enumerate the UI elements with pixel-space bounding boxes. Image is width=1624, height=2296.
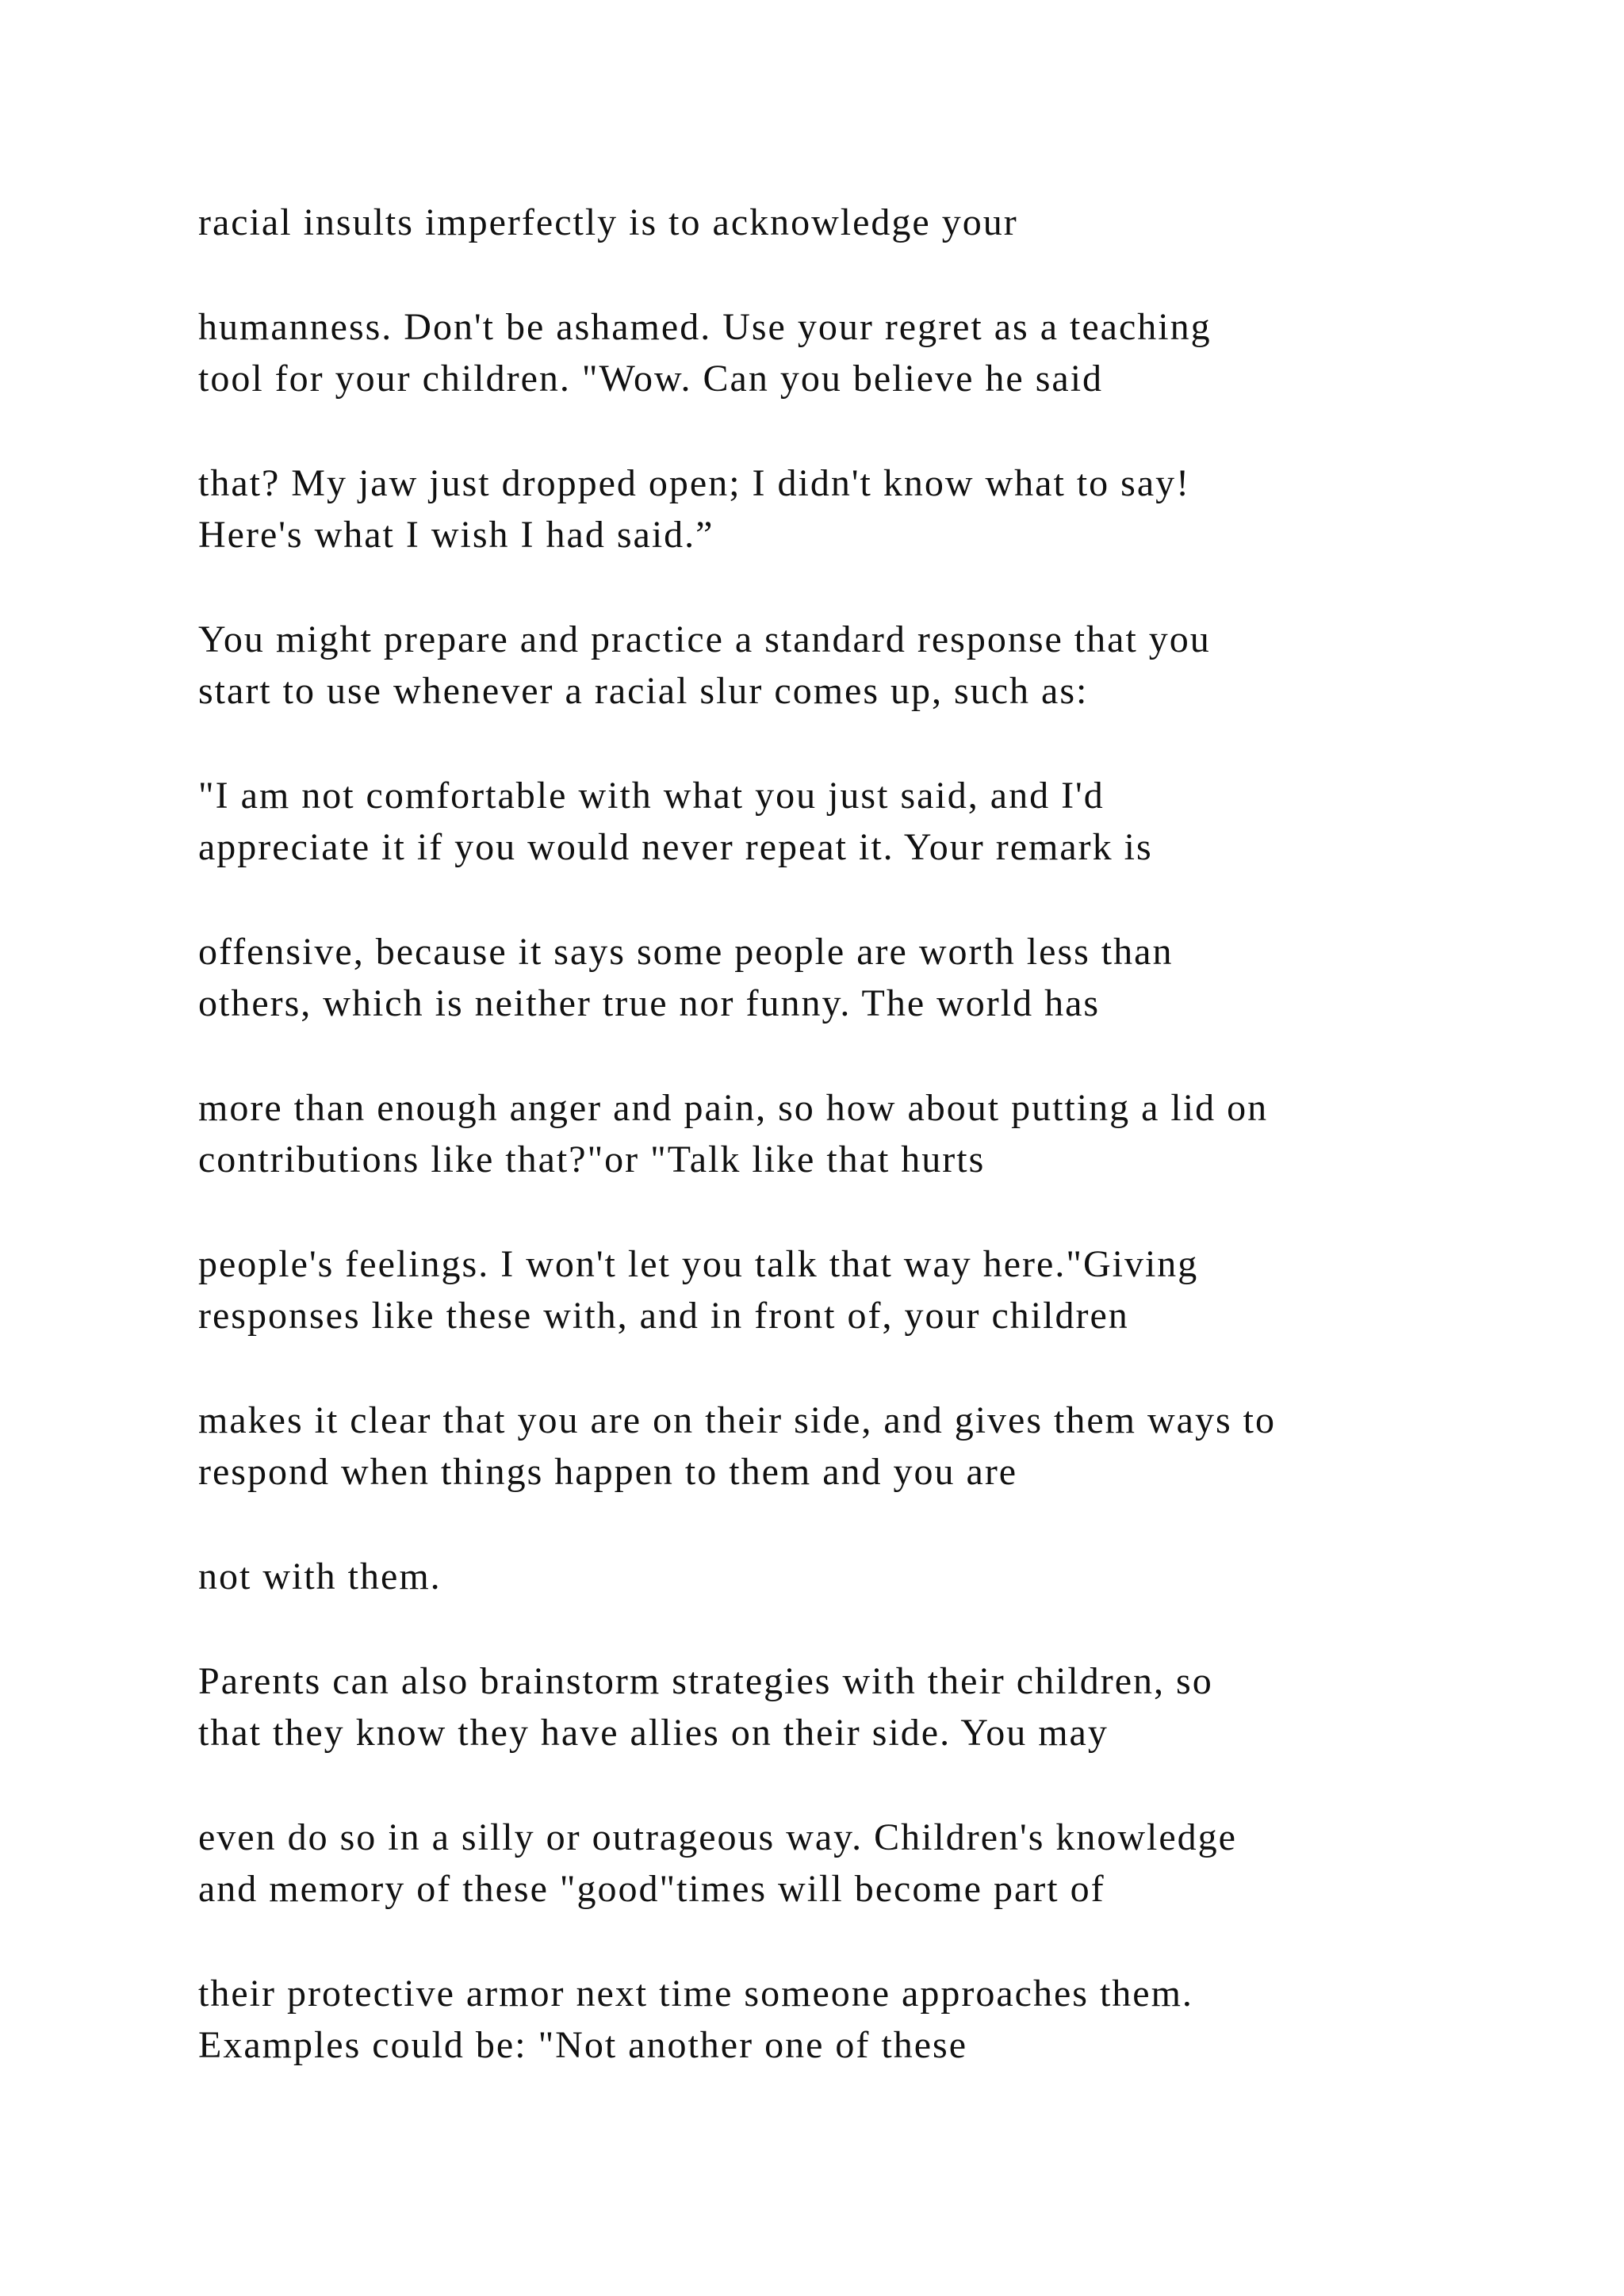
text-line: responses like these with, and in front of, your children xyxy=(198,1295,1129,1337)
text-line: racial insults imperfectly is to acknowledge your xyxy=(198,201,1018,243)
text-line: makes it clear that you are on their side, and gives them ways to xyxy=(198,1399,1276,1441)
text-line: "I am not comfortable with what you just said, and I'd xyxy=(198,775,1105,817)
text-line: Here's what I wish I had said.” xyxy=(198,514,714,556)
text-line: others, which is neither true nor funny. The world has xyxy=(198,982,1101,1024)
text-line: and memory of these "good"times will become part of xyxy=(198,1868,1105,1910)
text-line: not with them. xyxy=(198,1556,442,1598)
text-line: contributions like that?"or "Talk like that hurts xyxy=(198,1138,986,1181)
text-line: that? My jaw just dropped open; I didn't know what to say! xyxy=(198,462,1191,504)
text-line: You might prepare and practice a standard response that you xyxy=(198,618,1211,660)
text-line: that they know they have allies on their side. You may xyxy=(198,1712,1109,1754)
text-line: more than enough anger and pain, so how about putting a lid on xyxy=(198,1087,1269,1129)
text-line: people's feelings. I won't let you talk that way here."Giving xyxy=(198,1243,1199,1285)
text-line: tool for your children. "Wow. Can you believe he said xyxy=(198,358,1104,400)
text-line: humanness. Don't be ashamed. Use your regret as a teaching xyxy=(198,306,1212,348)
text-line: their protective armor next time someone approaches them. xyxy=(198,1973,1193,2015)
text-line: start to use whenever a racial slur comes up, such as: xyxy=(198,670,1089,712)
text-line: offensive, because it says some people are worth less than xyxy=(198,931,1174,973)
text-line: Parents can also brainstorm strategies with their children, so xyxy=(198,1660,1213,1702)
text-line: appreciate it if you would never repeat it. Your remark is xyxy=(198,826,1153,868)
text-line: Examples could be: "Not another one of these xyxy=(198,2024,967,2066)
text-line: even do so in a silly or outrageous way. Children's knowledge xyxy=(198,1816,1237,1858)
text-line: respond when things happen to them and you are xyxy=(198,1451,1018,1493)
